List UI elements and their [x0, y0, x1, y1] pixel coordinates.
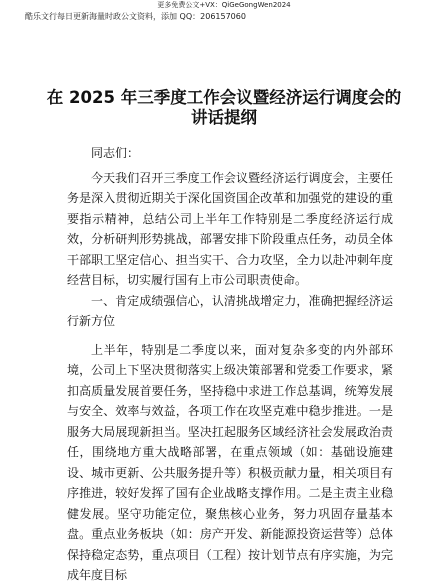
top-banner: 更多免费公文+VX：QiGeGongWen2024 — [157, 1, 291, 9]
ad-line: 酷乐文行每日更新海量时政公文资料，添加 QQ：206157060 — [25, 12, 246, 21]
document-title — [0, 88, 448, 128]
title-line-1: 在 2025 年三季度工作会议暨经济运行调度会的 — [46, 88, 402, 107]
document-body — [67, 143, 393, 586]
paragraph-first-half-review: 上半年，特别是二季度以来，面对复杂多变的内外部环境，公司上下坚决贯彻落实上级决策部署和党委工作要求，紧扣高质量发展首要任务，坚持稳中求进工作总基调，统筹发展与安全、效率与效益，各项工作在攻坚克难中稳步推进。一是服务大局展现新担当。坚决扛起服务区域经济社会发展政治责任，围绕地方重大战略部署，在重点领域（如：基础设施建设、城市更新、公共服务提升等）积极贡献力量，相关项目有序推进，较好发挥了国有企业战略支撑作用。二是主责主业稳健发展。坚守功能定位，聚焦核心业务，努力巩固存量基本盘。重点业务板块（如：房产开发、新能源投资运营等）总体保持稳定态势，重点项目（工程）按计划节点有序实施，为完成年度目标 — [67, 342, 393, 582]
paragraph-intro: 今天我们召开三季度工作会议暨经济运行调度会，主要任务是深入贯彻近期关于深化国资国企改革和加强党的建设的重要指示精神，总结公司上半年工作特别是二季度经济运行成效，分析研判形势挑战，部署安排下阶段重点任务，动员全体干部职工坚定信心、担当实干、合力攻坚，全力以赴冲刺年度经营目标，切实履行国有上市公司职责使命。 — [67, 170, 393, 287]
title-line-2: 讲话提纲 — [191, 108, 257, 127]
section-heading-1: 一、肯定成绩强信心，认清挑战增定力，准确把握经济运行新方位 — [67, 293, 393, 328]
greeting: 同志们： — [91, 146, 140, 160]
